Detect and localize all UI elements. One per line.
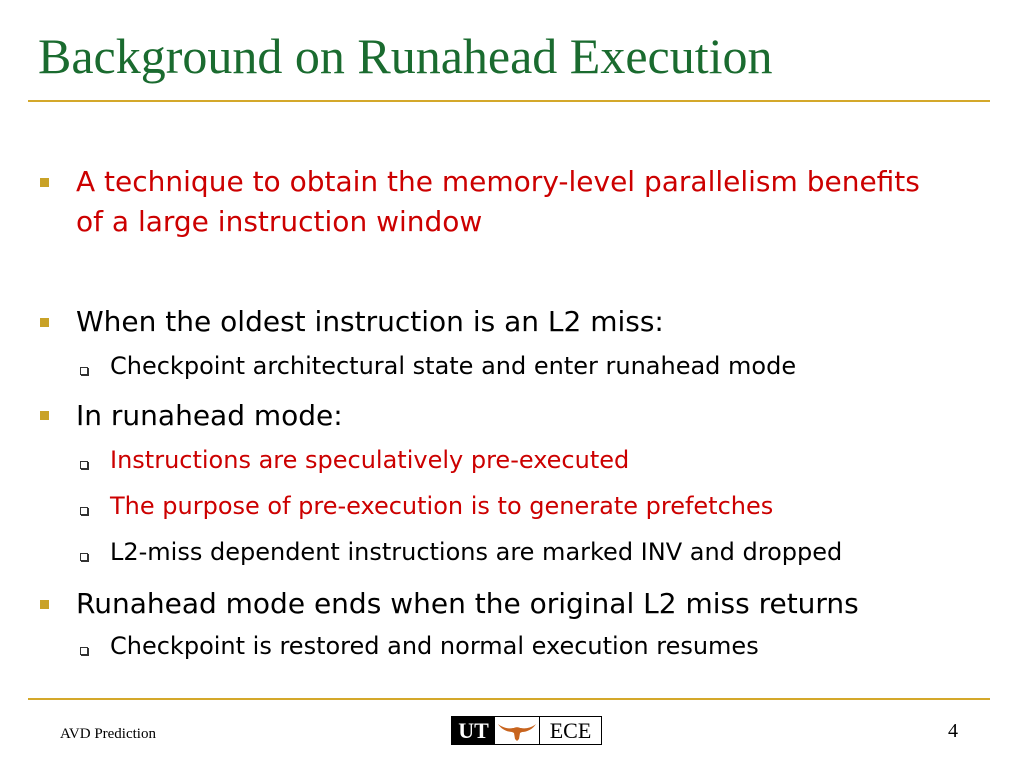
sub-bullet-marker <box>80 367 88 375</box>
longhorn-icon-svg <box>497 720 537 742</box>
bullet-marker <box>40 411 49 420</box>
sub-bullet-marker <box>80 507 88 515</box>
bullet-line: Runahead mode ends when the original L2 miss returns <box>76 587 859 620</box>
bullet-line: When the oldest instruction is an L2 miss: <box>76 305 664 338</box>
logo-ut-text: UT <box>452 717 495 744</box>
sub-bullet-text: Instructions are speculatively pre-executed <box>110 446 630 474</box>
bullet-marker <box>40 178 49 187</box>
sub-bullet-marker <box>80 553 88 561</box>
sub-bullet-text: Checkpoint is restored and normal execution resumes <box>110 632 759 660</box>
bullet-line: of a large instruction window <box>76 205 483 238</box>
bullet-text <box>76 162 920 242</box>
bullet-line: A technique to obtain the memory-level parallelism benefits <box>76 165 920 198</box>
longhorn-icon <box>495 717 539 744</box>
footer-divider <box>28 698 990 700</box>
bullet-text <box>76 584 859 624</box>
sub-bullet-marker <box>80 647 88 655</box>
slide-title: Background on Runahead Execution <box>38 28 773 84</box>
logo-ece-text: ECE <box>539 717 601 744</box>
bullet-marker <box>40 318 49 327</box>
footer-label: AVD Prediction <box>60 726 156 742</box>
sub-bullet-marker <box>80 461 88 469</box>
bullet-text <box>76 396 343 436</box>
bullet-line: In runahead mode: <box>76 399 343 432</box>
sub-bullet-text: The purpose of pre-execution is to generate prefetches <box>110 492 774 520</box>
ut-ece-logo <box>451 716 602 745</box>
sub-bullet-text: L2-miss dependent instructions are marked INV and dropped <box>110 538 843 566</box>
bullet-text <box>76 302 664 342</box>
bullet-marker <box>40 600 49 609</box>
page-number: 4 <box>948 720 958 742</box>
sub-bullet-text: Checkpoint architectural state and enter runahead mode <box>110 352 797 380</box>
